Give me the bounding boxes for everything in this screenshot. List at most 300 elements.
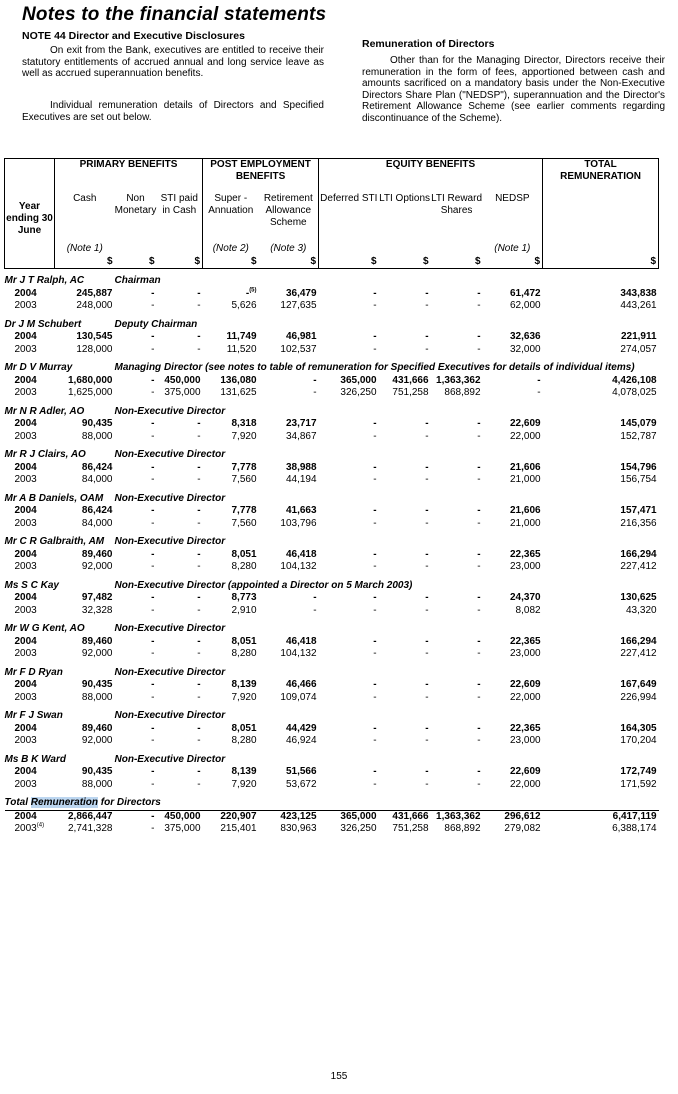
value-cell: - xyxy=(197,331,201,343)
value-cell: 365,000 xyxy=(340,810,377,822)
value-cell: 152,787 xyxy=(620,430,657,442)
value-cell: 375,000 xyxy=(164,387,201,399)
note-heading: NOTE 44 Director and Executive Disclosures xyxy=(22,30,245,42)
value-cell: 216,356 xyxy=(620,517,657,529)
year-cell: 2003 xyxy=(14,561,37,573)
value-cell: 44,194 xyxy=(285,474,317,486)
header-primary-benefits: PRIMARY BENEFITS xyxy=(55,159,203,184)
header-super: Super - Annuation xyxy=(203,183,259,243)
value-cell: - xyxy=(373,474,377,486)
value-cell: - xyxy=(197,461,201,473)
value-cell: 166,294 xyxy=(620,635,657,647)
value-cell: 423,125 xyxy=(280,810,317,822)
value-cell: 172,749 xyxy=(620,766,657,778)
page-number: 155 xyxy=(330,1071,348,1082)
director-header-row xyxy=(5,313,659,332)
value-cell: - xyxy=(151,635,155,647)
total-label xyxy=(5,791,659,810)
value-cell: - xyxy=(151,331,155,343)
header-total-remuneration: TOTAL REMUNERATION xyxy=(543,159,659,184)
value-cell: 46,418 xyxy=(285,635,317,647)
director-header-row xyxy=(5,617,659,636)
value-cell: - xyxy=(373,722,377,734)
value-cell: 32,328 xyxy=(81,604,113,616)
value-cell: 130,545 xyxy=(76,331,113,343)
value-cell: - xyxy=(151,735,155,747)
year-cell: 2003 xyxy=(14,604,37,616)
value-cell: 171,592 xyxy=(620,778,657,790)
value-cell: 104,132 xyxy=(280,648,317,660)
currency-retire: $ xyxy=(259,256,319,269)
value-cell: 157,471 xyxy=(620,505,657,517)
director-name: Ms S C Kay xyxy=(4,579,59,591)
value-cell: - xyxy=(197,766,201,778)
director-header-row xyxy=(5,748,659,767)
value-cell: - xyxy=(197,418,201,430)
value-cell: 221,911 xyxy=(620,331,657,343)
value-cell: 1,680,000 xyxy=(68,374,113,386)
year-cell: 2004 xyxy=(14,722,37,734)
value-cell: - xyxy=(373,418,377,430)
table-row xyxy=(5,431,659,444)
value-cell: 8,280 xyxy=(231,648,257,660)
header-note-1: (Note 1) xyxy=(55,243,115,256)
table-row xyxy=(5,810,659,823)
value-cell: - xyxy=(313,592,317,604)
director-name: Mr R J Clairs, AO xyxy=(4,449,86,461)
value-cell: 226,994 xyxy=(620,691,657,703)
value-cell: - xyxy=(477,722,481,734)
value-cell: - xyxy=(477,561,481,573)
value-cell: 1,363,362 xyxy=(436,374,481,386)
value-cell: - xyxy=(425,548,429,560)
value-cell: - xyxy=(151,461,155,473)
table-row xyxy=(5,375,659,388)
currency-reward: $ xyxy=(431,256,483,269)
value-cell: 1,625,000 xyxy=(68,387,113,399)
value-cell: 38,988 xyxy=(285,461,317,473)
director-header-row xyxy=(5,704,659,723)
value-cell: 8,318 xyxy=(231,418,257,430)
value-cell: 23,000 xyxy=(509,735,541,747)
value-cell: - xyxy=(425,648,429,660)
value-cell: - xyxy=(197,735,201,747)
value-cell: - xyxy=(477,461,481,473)
value-cell: - xyxy=(373,461,377,473)
total-label-pre: Total xyxy=(4,797,31,809)
total-header-row xyxy=(5,791,659,810)
value-cell: - xyxy=(477,474,481,486)
value-cell: 2,866,447 xyxy=(68,810,113,822)
total-label-highlight: Remuneration xyxy=(30,797,99,809)
value-cell: - xyxy=(477,735,481,747)
year-cell: 2004 xyxy=(14,374,37,386)
value-cell: - xyxy=(425,474,429,486)
currency-cash: $ xyxy=(55,256,115,269)
value-cell: - xyxy=(425,331,429,343)
value-cell: 92,000 xyxy=(81,648,113,660)
table-row xyxy=(5,462,659,475)
header-non-monetary: Non Monetary xyxy=(114,193,157,216)
value-cell: 88,000 xyxy=(81,691,113,703)
value-cell: 89,460 xyxy=(81,548,113,560)
value-cell: 22,365 xyxy=(509,635,541,647)
value-cell: - xyxy=(151,766,155,778)
table-row xyxy=(5,561,659,574)
value-cell: 274,057 xyxy=(620,343,657,355)
table-row xyxy=(5,823,659,836)
value-cell: - xyxy=(477,517,481,529)
table-row xyxy=(5,766,659,779)
director-header-row xyxy=(5,530,659,549)
value-cell: 41,663 xyxy=(285,505,317,517)
director-header-row xyxy=(5,400,659,419)
value-cell: - xyxy=(151,691,155,703)
value-cell: 4,078,025 xyxy=(612,387,657,399)
year-cell: 2004 xyxy=(14,287,37,299)
header-nedsp: NEDSP xyxy=(495,193,530,204)
value-cell: 51,566 xyxy=(285,766,317,778)
value-cell: 128,000 xyxy=(76,343,113,355)
value-cell: 22,609 xyxy=(509,766,541,778)
value-cell: - xyxy=(425,343,429,355)
value-cell: 46,924 xyxy=(285,735,317,747)
header-note-2: (Note 2) xyxy=(203,243,259,256)
value-cell: - xyxy=(477,766,481,778)
value-cell: 44,429 xyxy=(285,722,317,734)
value-cell: 215,401 xyxy=(220,823,257,835)
header-sti-paid: STI paid in Cash xyxy=(160,193,198,216)
table-row xyxy=(5,605,659,618)
value-cell: -$^{(5)}$ xyxy=(245,287,257,299)
value-cell: - xyxy=(151,418,155,430)
value-cell: - xyxy=(151,823,155,835)
value-cell: 88,000 xyxy=(81,778,113,790)
year-cell: 2004 xyxy=(14,461,37,473)
table-row xyxy=(5,679,659,692)
value-cell: 2,741,328 xyxy=(68,823,113,835)
value-cell: 61,472 xyxy=(509,287,541,299)
value-cell: - xyxy=(197,691,201,703)
page-title: Notes to the financial statements xyxy=(22,4,327,25)
director-name: Mr D V Murray xyxy=(4,362,73,374)
header-retirement: Retirement Allowance Scheme xyxy=(263,193,313,228)
header-blank xyxy=(5,159,55,184)
intro-paragraph-2: Individual remuneration details of Directors and Specified Executives are set out below. xyxy=(22,100,324,123)
table-row xyxy=(5,518,659,531)
value-cell: 21,606 xyxy=(509,461,541,473)
value-cell: - xyxy=(373,766,377,778)
value-cell: - xyxy=(425,561,429,573)
value-cell: - xyxy=(197,287,201,299)
value-cell: 326,250 xyxy=(340,387,377,399)
value-cell: - xyxy=(197,722,201,734)
value-cell: - xyxy=(197,648,201,660)
table-row xyxy=(5,288,659,301)
currency-options: $ xyxy=(379,256,431,269)
value-cell: - xyxy=(151,548,155,560)
value-cell: - xyxy=(313,387,317,399)
value-cell: - xyxy=(151,648,155,660)
value-cell: - xyxy=(425,300,429,312)
value-cell: - xyxy=(373,505,377,517)
value-cell: 245,887 xyxy=(76,287,113,299)
value-cell: 84,000 xyxy=(81,517,113,529)
value-cell: 248,000 xyxy=(76,300,113,312)
table-row xyxy=(5,474,659,487)
header-note-3: (Note 3) xyxy=(270,243,307,255)
remuneration-text: Other than for the Managing Director, Directors receive their remuneration in the form of fees, apportioned between cash and amounts sacrificed on a mandatory basis under the Non-Executive Directors Share Plan ("NEDSP"), superannuation and the Director's Retirement Allowance Scheme (see earlier comments regarding discontinuance of the Scheme). xyxy=(362,55,665,124)
value-cell: 4,426,108 xyxy=(612,374,657,386)
value-cell: - xyxy=(477,430,481,442)
value-cell: - xyxy=(425,592,429,604)
value-cell: - xyxy=(373,300,377,312)
director-header-row xyxy=(5,356,659,375)
value-cell: - xyxy=(313,374,317,386)
value-cell: 170,204 xyxy=(620,735,657,747)
value-cell: - xyxy=(477,287,481,299)
year-cell: 2003 xyxy=(14,778,37,790)
director-role: Deputy Chairman xyxy=(114,318,198,330)
value-cell: 154,796 xyxy=(620,461,657,473)
value-cell: - xyxy=(373,635,377,647)
value-cell: 7,560 xyxy=(231,517,257,529)
value-cell: - xyxy=(425,766,429,778)
value-cell: - xyxy=(197,548,201,560)
year-cell: 2004 xyxy=(14,766,37,778)
director-role: Chairman xyxy=(114,275,161,287)
value-cell: 102,537 xyxy=(280,343,317,355)
value-cell: 43,320 xyxy=(625,604,657,616)
director-role: Non-Executive Director xyxy=(114,710,226,722)
value-cell: 431,666 xyxy=(392,810,429,822)
value-cell: 365,000 xyxy=(340,374,377,386)
value-cell: 46,418 xyxy=(285,548,317,560)
value-cell: - xyxy=(197,505,201,517)
value-cell: - xyxy=(197,635,201,647)
value-cell: 227,412 xyxy=(620,561,657,573)
year-cell: 2004 xyxy=(14,418,37,430)
table-row xyxy=(5,723,659,736)
value-cell: 7,920 xyxy=(231,778,257,790)
table-row xyxy=(5,344,659,357)
director-name: Ms B K Ward xyxy=(4,753,66,765)
value-cell: - xyxy=(373,331,377,343)
value-cell: 89,460 xyxy=(81,635,113,647)
value-cell: 104,132 xyxy=(280,561,317,573)
value-cell: 868,892 xyxy=(444,387,481,399)
value-cell: 145,079 xyxy=(620,418,657,430)
director-header-row xyxy=(5,269,659,288)
value-cell: - xyxy=(537,387,541,399)
value-cell: - xyxy=(477,691,481,703)
table-row xyxy=(5,418,659,431)
value-cell: 450,000 xyxy=(164,374,201,386)
value-cell: 166,294 xyxy=(620,548,657,560)
currency-deferred: $ xyxy=(319,256,379,269)
value-cell: 11,749 xyxy=(226,331,257,343)
director-role: Non-Executive Director xyxy=(114,492,226,504)
director-role: Non-Executive Director xyxy=(114,666,226,678)
value-cell: - xyxy=(373,517,377,529)
value-cell: - xyxy=(477,648,481,660)
director-name: Mr N R Adler, AO xyxy=(4,405,85,417)
value-cell: 86,424 xyxy=(81,461,113,473)
value-cell: 22,365 xyxy=(509,548,541,560)
director-header-row xyxy=(5,661,659,680)
value-cell: - xyxy=(425,461,429,473)
value-cell: - xyxy=(151,679,155,691)
year-cell: 2003 xyxy=(14,387,37,399)
value-cell: 22,365 xyxy=(509,722,541,734)
value-cell: 343,838 xyxy=(620,287,657,299)
value-cell: 22,609 xyxy=(509,418,541,430)
value-cell: - xyxy=(197,778,201,790)
director-name: Mr F D Ryan xyxy=(4,666,63,678)
value-cell: - xyxy=(151,343,155,355)
total-label-post: for Directors xyxy=(98,797,161,809)
value-cell: 326,250 xyxy=(340,823,377,835)
director-role: Non-Executive Director (appointed a Director on 5 March 2003) xyxy=(114,579,413,591)
director-header-row xyxy=(5,574,659,593)
value-cell: - xyxy=(425,722,429,734)
value-cell: 109,074 xyxy=(280,691,317,703)
value-cell: 296,612 xyxy=(504,810,541,822)
value-cell: 751,258 xyxy=(392,387,429,399)
value-cell: - xyxy=(151,474,155,486)
director-role: Non-Executive Director xyxy=(114,623,226,635)
table-row xyxy=(5,300,659,313)
director-name: Dr J M Schubert xyxy=(4,318,82,330)
value-cell: - xyxy=(151,592,155,604)
value-cell: 130,625 xyxy=(620,592,657,604)
value-cell: 32,000 xyxy=(509,343,541,355)
value-cell: 23,000 xyxy=(509,561,541,573)
value-cell: 6,388,174 xyxy=(612,823,657,835)
value-cell: 34,867 xyxy=(285,430,317,442)
director-role: Non-Executive Director xyxy=(114,753,226,765)
year-cell: 2003 xyxy=(14,343,37,355)
value-cell: 279,082 xyxy=(504,823,541,835)
table-row xyxy=(5,692,659,705)
year-cell: 2003 xyxy=(14,430,37,442)
value-cell: 21,000 xyxy=(509,474,541,486)
value-cell: 84,000 xyxy=(81,474,113,486)
value-cell: 167,649 xyxy=(620,679,657,691)
value-cell: 8,051 xyxy=(231,722,257,734)
value-cell: 89,460 xyxy=(81,722,113,734)
value-cell: - xyxy=(425,778,429,790)
value-cell: - xyxy=(425,287,429,299)
currency-super: $ xyxy=(203,256,259,269)
header-lti-options: LTI Options xyxy=(379,193,431,204)
value-cell: 22,000 xyxy=(509,691,541,703)
value-cell: 375,000 xyxy=(164,823,201,835)
value-cell: 431,666 xyxy=(392,374,429,386)
value-cell: - xyxy=(151,505,155,517)
value-cell: 8,139 xyxy=(231,766,257,778)
value-cell: - xyxy=(151,722,155,734)
currency-sti: $ xyxy=(157,256,203,269)
value-cell: 88,000 xyxy=(81,430,113,442)
director-role: Non-Executive Director xyxy=(114,405,226,417)
value-cell: - xyxy=(477,679,481,691)
value-cell: - xyxy=(151,374,155,386)
year-cell: 2003 xyxy=(14,300,37,312)
value-cell: - xyxy=(373,592,377,604)
table-row xyxy=(5,779,659,792)
currency-total: $ xyxy=(543,256,659,269)
value-cell: 97,482 xyxy=(81,592,113,604)
value-cell: 2,910 xyxy=(231,604,257,616)
header-year-ending: Year ending 30 June xyxy=(5,183,55,256)
value-cell: - xyxy=(425,430,429,442)
value-cell: 23,717 xyxy=(285,418,317,430)
value-cell: 92,000 xyxy=(81,561,113,573)
header-note-1b: (Note 1) xyxy=(494,243,531,255)
value-cell: - xyxy=(425,604,429,616)
table-row xyxy=(5,636,659,649)
header-cash: Cash xyxy=(55,183,115,243)
value-cell: - xyxy=(373,679,377,691)
value-cell: - xyxy=(151,387,155,399)
value-cell: 227,412 xyxy=(620,648,657,660)
value-cell: - xyxy=(477,548,481,560)
value-cell: - xyxy=(477,778,481,790)
value-cell: 751,258 xyxy=(392,823,429,835)
header-lti-reward: LTI Reward Shares xyxy=(431,193,483,216)
value-cell: - xyxy=(373,735,377,747)
value-cell: - xyxy=(151,300,155,312)
value-cell: - xyxy=(373,604,377,616)
value-cell: - xyxy=(477,343,481,355)
value-cell: 443,261 xyxy=(620,300,657,312)
year-cell: 2003 xyxy=(14,735,37,747)
value-cell: 103,796 xyxy=(280,517,317,529)
director-name: Mr J T Ralph, AC xyxy=(4,275,85,287)
value-cell: - xyxy=(373,648,377,660)
value-cell: 5,626 xyxy=(231,300,257,312)
year-cell: 2004 xyxy=(14,331,37,343)
value-cell: - xyxy=(151,561,155,573)
value-cell: 8,082 xyxy=(515,604,541,616)
value-cell: - xyxy=(151,430,155,442)
director-name: Mr W G Kent, AO xyxy=(4,623,85,635)
value-cell: 32,636 xyxy=(509,331,541,343)
value-cell: - xyxy=(425,418,429,430)
director-name: Mr C R Galbraith, AM xyxy=(4,536,105,548)
table-row xyxy=(5,549,659,562)
currency-nonmon: $ xyxy=(115,256,157,269)
year-cell: 2004 xyxy=(14,635,37,647)
value-cell: - xyxy=(373,287,377,299)
year-cell: 2004 xyxy=(14,548,37,560)
year-cell: 2003 xyxy=(14,691,37,703)
value-cell: 127,635 xyxy=(280,300,317,312)
currency-row xyxy=(5,256,659,269)
year-cell: 2003$^{(4)}$ xyxy=(14,822,45,835)
value-cell: 36,479 xyxy=(285,287,317,299)
value-cell: - xyxy=(373,430,377,442)
director-name: Mr A B Daniels, OAM xyxy=(4,492,104,504)
value-cell: - xyxy=(197,474,201,486)
value-cell: - xyxy=(425,735,429,747)
value-cell: - xyxy=(197,679,201,691)
value-cell: - xyxy=(373,561,377,573)
value-cell: - xyxy=(477,418,481,430)
value-cell: 8,051 xyxy=(231,635,257,647)
header-equity-benefits: EQUITY BENEFITS xyxy=(319,159,543,184)
